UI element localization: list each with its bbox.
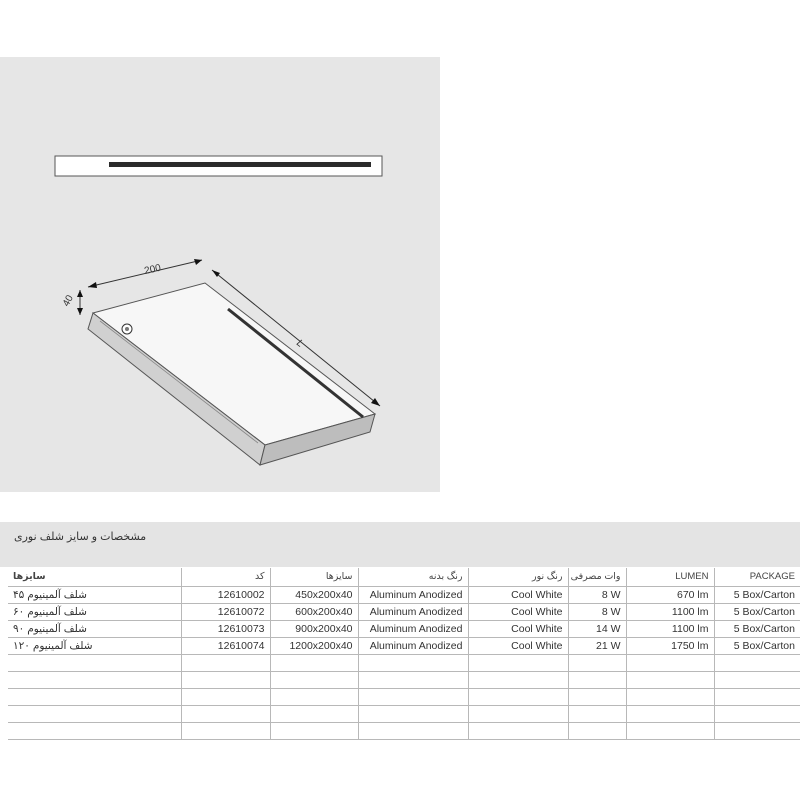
table-row <box>8 604 800 621</box>
header-code: کد <box>181 568 270 587</box>
dim-label-width: 200 <box>143 262 162 277</box>
cell-name: شلف آلمینیوم ۶۰ <box>8 604 181 621</box>
cell-code: 12610002 <box>181 587 270 604</box>
cell-lumen: 1750 lm <box>626 638 714 655</box>
header-dimensions: سایزها <box>270 568 358 587</box>
product-drawing-panel <box>0 57 440 492</box>
table-title: مشخصات و سایز شلف نوری <box>14 531 147 543</box>
cell-name: شلف آلمینیوم ۴۵ <box>8 587 181 604</box>
cell-package: 5 Box/Carton <box>714 638 800 655</box>
cell-watt: 14 W <box>568 621 626 638</box>
cell-code: 12610073 <box>181 621 270 638</box>
cell-dims: 600x200x40 <box>270 604 358 621</box>
table-header-band <box>0 522 800 567</box>
header-lumen: LUMEN <box>626 568 714 587</box>
spec-table <box>8 568 800 740</box>
cell-lumen: 670 lm <box>626 587 714 604</box>
table-row <box>8 621 800 638</box>
cell-watt: 8 W <box>568 604 626 621</box>
cell-light-color: Cool White <box>468 604 568 621</box>
empty-row <box>8 672 800 689</box>
cell-watt: 8 W <box>568 587 626 604</box>
table-row <box>8 638 800 655</box>
cell-dims: 900x200x40 <box>270 621 358 638</box>
cell-package: 5 Box/Carton <box>714 604 800 621</box>
header-body-color: رنگ بدنه <box>358 568 468 587</box>
cell-lumen: 1100 lm <box>626 621 714 638</box>
empty-row <box>8 689 800 706</box>
table-row <box>8 587 800 604</box>
cell-code: 12610074 <box>181 638 270 655</box>
cell-dims: 1200x200x40 <box>270 638 358 655</box>
cell-name: شلف آلمینیوم ۱۲۰ <box>8 638 181 655</box>
product-technical-drawing <box>0 57 440 492</box>
table-header-row <box>8 568 800 587</box>
dim-label-length: L <box>294 337 306 350</box>
cell-body-color: Aluminum Anodized <box>358 638 468 655</box>
cell-light-color: Cool White <box>468 638 568 655</box>
cell-code: 12610072 <box>181 604 270 621</box>
cell-lumen: 1100 lm <box>626 604 714 621</box>
header-wattage: وات مصرفی <box>568 568 626 587</box>
cell-watt: 21 W <box>568 638 626 655</box>
header-sizes: سایزها <box>8 568 181 587</box>
cell-dims: 450x200x40 <box>270 587 358 604</box>
cell-body-color: Aluminum Anodized <box>358 621 468 638</box>
cell-package: 5 Box/Carton <box>714 621 800 638</box>
cell-light-color: Cool White <box>468 621 568 638</box>
dim-arrow <box>77 308 83 315</box>
empty-row <box>8 655 800 672</box>
header-light-color: رنگ نور <box>468 568 568 587</box>
header-package: PACKAGE <box>714 568 800 587</box>
fixture-sensor-dot <box>125 327 129 331</box>
dim-arrow <box>88 282 97 288</box>
empty-row <box>8 723 800 740</box>
cell-name: شلف آلمینیوم ۹۰ <box>8 621 181 638</box>
dim-arrow <box>194 259 202 265</box>
cell-body-color: Aluminum Anodized <box>358 587 468 604</box>
cell-light-color: Cool White <box>468 587 568 604</box>
cell-package: 5 Box/Carton <box>714 587 800 604</box>
profile-led-strip <box>109 162 371 167</box>
cell-body-color: Aluminum Anodized <box>358 604 468 621</box>
dim-label-height: 40 <box>60 293 76 309</box>
dim-arrow <box>77 290 83 297</box>
empty-row <box>8 706 800 723</box>
